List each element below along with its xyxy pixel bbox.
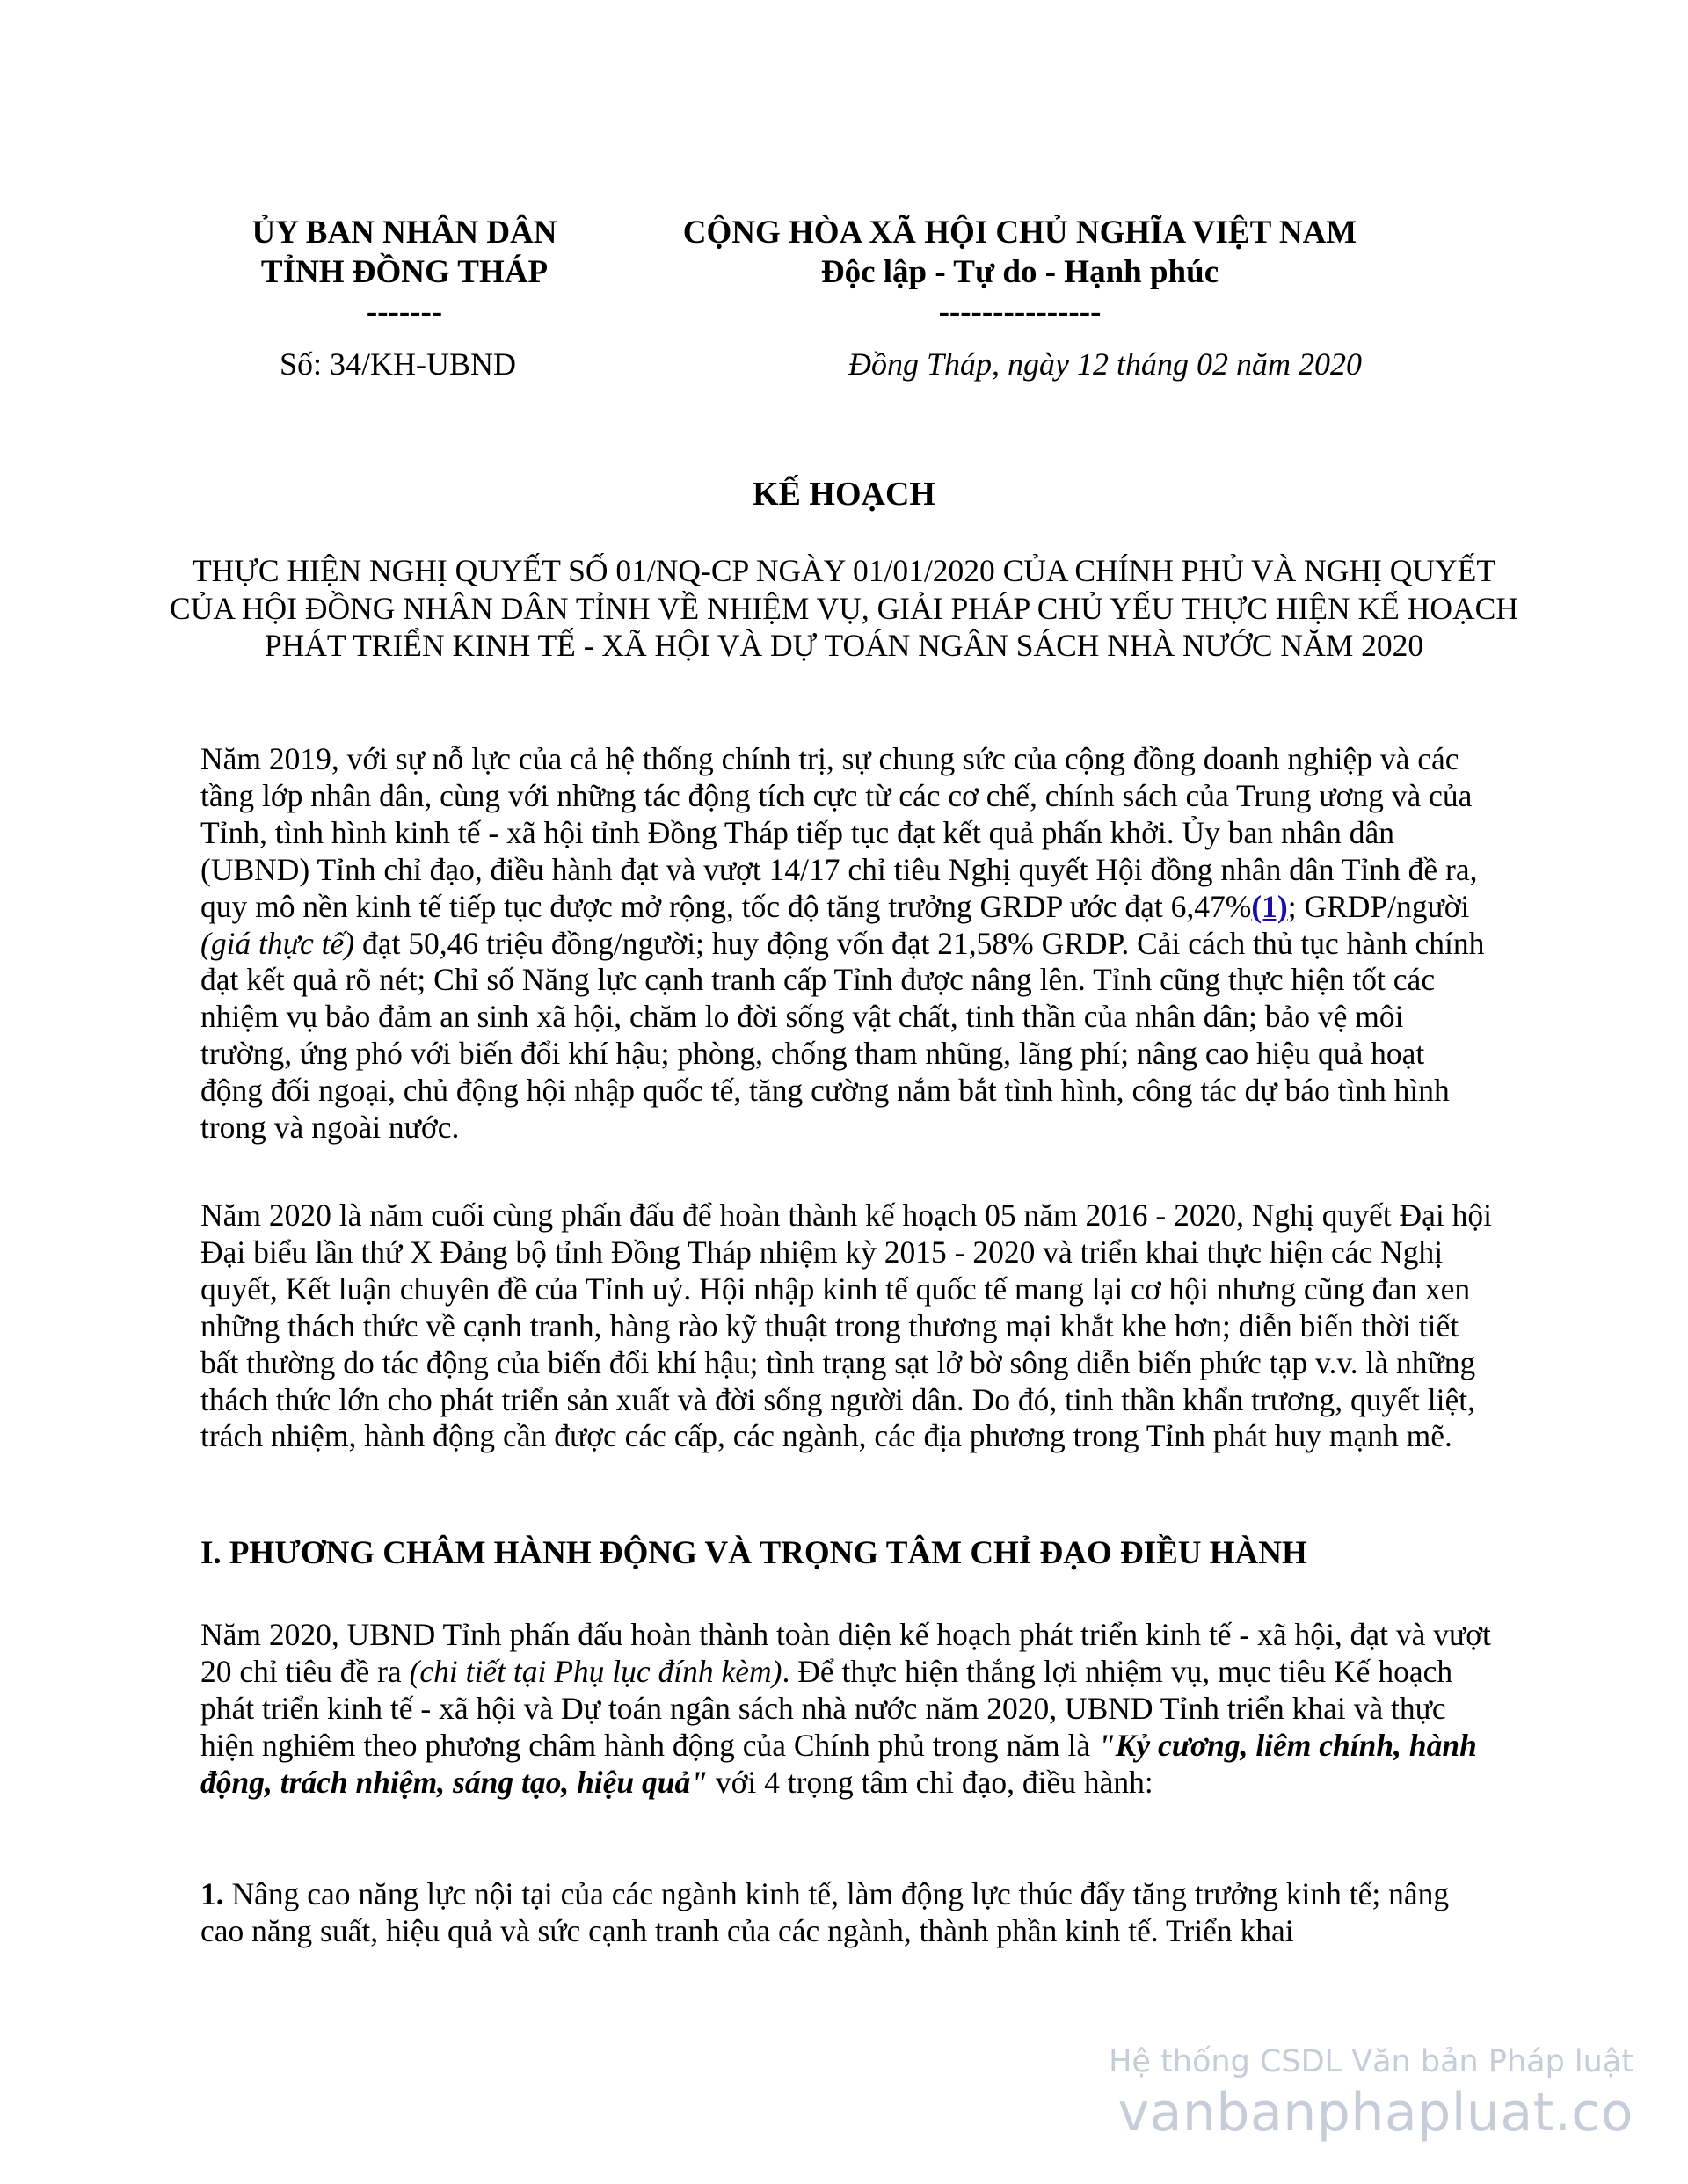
agency-name-line2: TỈNH ĐỒNG THÁP: [260, 254, 549, 290]
agency-name-line1: ỦY BAN NHÂN DÂN: [251, 215, 557, 251]
document-number: Số: 34/KH-UBND: [280, 346, 517, 382]
issuing-agency-block: [224, 213, 585, 331]
paragraph-1-text-a: Năm 2019, với sự nỗ lực của cả hệ thống chính trị, sự chung sức của cộng đồng doanh nghiệp và các tầng lớp nhân dân, cùng với những tác động tích cực từ các cơ chế, chính sách của Trung ương và của Tỉnh, tình hình kinh tế - xã hội tỉnh Đồng Tháp tiếp tục đạt kết quả phấn khởi. Ủy ban nhân dân (UBND) Tỉnh chỉ đạo, điều hành đạt và vượt 14/17 chỉ tiêu Nghị quyết Hội đồng nhân dân Tỉnh đề ra, quy mô nền kinh tế tiếp tục được mở rộng, tốc độ tăng trưởng GRDP ước đạt 6,47%: [200, 741, 1478, 924]
footnote-link-1[interactable]: (1): [1251, 888, 1288, 924]
section-heading-1: I. PHƯƠNG CHÂM HÀNH ĐỘNG VÀ TRỌNG TÂM CHỈ ĐẠO ĐIỀU HÀNH: [200, 1535, 1307, 1571]
agency-divider: -------: [366, 294, 443, 330]
national-motto: Độc lập - Tự do - Hạnh phúc: [820, 254, 1219, 290]
paragraph-3-italic: (chi tiết tại Phụ lục đính kèm): [409, 1653, 782, 1689]
motto-divider: ---------------: [938, 294, 1102, 330]
paragraph-1-text-b: ; GRDP/người: [1287, 888, 1470, 924]
country-name: CỘNG HÒA XÃ HỘI CHỦ NGHĨA VIỆT NAM: [682, 215, 1357, 251]
watermark-line2: vanbanphapluat.co: [1117, 2082, 1633, 2144]
place-and-date: Đồng Tháp, ngày 12 tháng 02 năm 2020: [848, 346, 1362, 382]
document-subtitle: THỰC HIỆN NGHỊ QUYẾT SỐ 01/NQ-CP NGÀY 01/01/2020 CỦA CHÍNH PHỦ VÀ NGHỊ QUYẾT CỦA HỘI ĐỒNG NHÂN DÂN TỈNH VỀ NHIỆM VỤ, GIẢI PHÁP CHỦ YẾU THỰC HIỆN KẾ HOẠCH PHÁT TRIỂN KINH TẾ - XÃ HỘI VÀ DỰ TOÁN NGÂN SÁCH NHÀ NƯỚC NĂM 2020: [170, 553, 1518, 663]
paragraph-3: [200, 1617, 1493, 1802]
list-number-1: 1.: [200, 1876, 224, 1911]
paragraph-1-text-c: đạt 50,46 triệu đồng/người; huy động vốn đạt 21,58% GRDP. Cải cách thủ tục hành chính đạt kết quả rõ nét; Chỉ số Năng lực cạnh tranh cấp Tỉnh được nâng lên. Tỉnh cũng thực hiện tốt các nhiệm vụ bảo đảm an sinh xã hội, chăm lo đời sống vật chất, tinh thần của nhân dân; bảo vệ môi trường, ứng phó với biến đổi khí hậu; phòng, chống tham nhũng, lãng phí; nâng cao hiệu quả hoạt động đối ngoại, chủ động hội nhập quốc tế, tăng cường nắm bắt tình hình, công tác dự báo tình hình trong và ngoài nước.: [200, 925, 1485, 1146]
paragraph-4-text: Nâng cao năng lực nội tại của các ngành kinh tế, làm động lực thúc đẩy tăng trưởng kinh tế; nâng cao năng suất, hiệu quả và sức cạnh tranh của các ngành, thành phần kinh tế. Triển khai: [200, 1876, 1450, 1948]
action-motto: "Kỷ cương, liêm chính, hành động, trách nhiệm, sáng tạo, hiệu quả": [200, 1727, 1477, 1800]
paragraph-1-italic: (giá thực tế): [200, 925, 355, 961]
paragraph-4: [200, 1876, 1493, 1950]
paragraph-3-text-c: với 4 trọng tâm chỉ đạo, điều hành:: [708, 1764, 1153, 1800]
watermark-line1: Hệ thống CSDL Văn bản Pháp luật: [1109, 2044, 1633, 2079]
national-motto-block: [633, 213, 1407, 331]
paragraph-1: [200, 741, 1493, 1147]
document-title: KẾ HOẠCH: [753, 476, 935, 513]
paragraph-3-text-a: Năm 2020, UBND Tỉnh phấn đấu hoàn thành toàn diện kế hoạch phát triển kinh tế - xã hội, đạt và vượt 20 chỉ tiêu đề ra: [200, 1617, 1491, 1689]
paragraph-2: Năm 2020 là năm cuối cùng phấn đấu để hoàn thành kế hoạch 05 năm 2016 - 2020, Nghị quyết Đại hội Đại biểu lần thứ X Đảng bộ tỉnh Đồng Tháp nhiệm kỳ 2015 - 2020 và triển khai thực hiện các Nghị quyết, Kết luận chuyên đề của Tỉnh uỷ. Hội nhập kinh tế quốc tế mang lại cơ hội nhưng cũng đan xen những thách thức về cạnh tranh, hàng rào kỹ thuật trong thương mại khắt khe hơn; diễn biến thời tiết bất thường do tác động của biến đổi khí hậu; tình trạng sạt lở bờ sông diễn biến phức tạp v.v. là những thách thức lớn cho phát triển sản xuất và đời sống người dân. Do đó, tinh thần khẩn trương, quyết liệt, trách nhiệm, hành động cần được các cấp, các ngành, các địa phương trong Tỉnh phát huy mạnh mẽ.: [200, 1198, 1492, 1454]
paragraph-3-text-b: . Để thực hiện thắng lợi nhiệm vụ, mục tiêu Kế hoạch phát triển kinh tế - xã hội và Dự toán ngân sách nhà nước năm 2020, UBND Tỉnh triển khai và thực hiện nghiêm theo phương châm hành động của Chính phủ trong năm là: [200, 1653, 1453, 1763]
